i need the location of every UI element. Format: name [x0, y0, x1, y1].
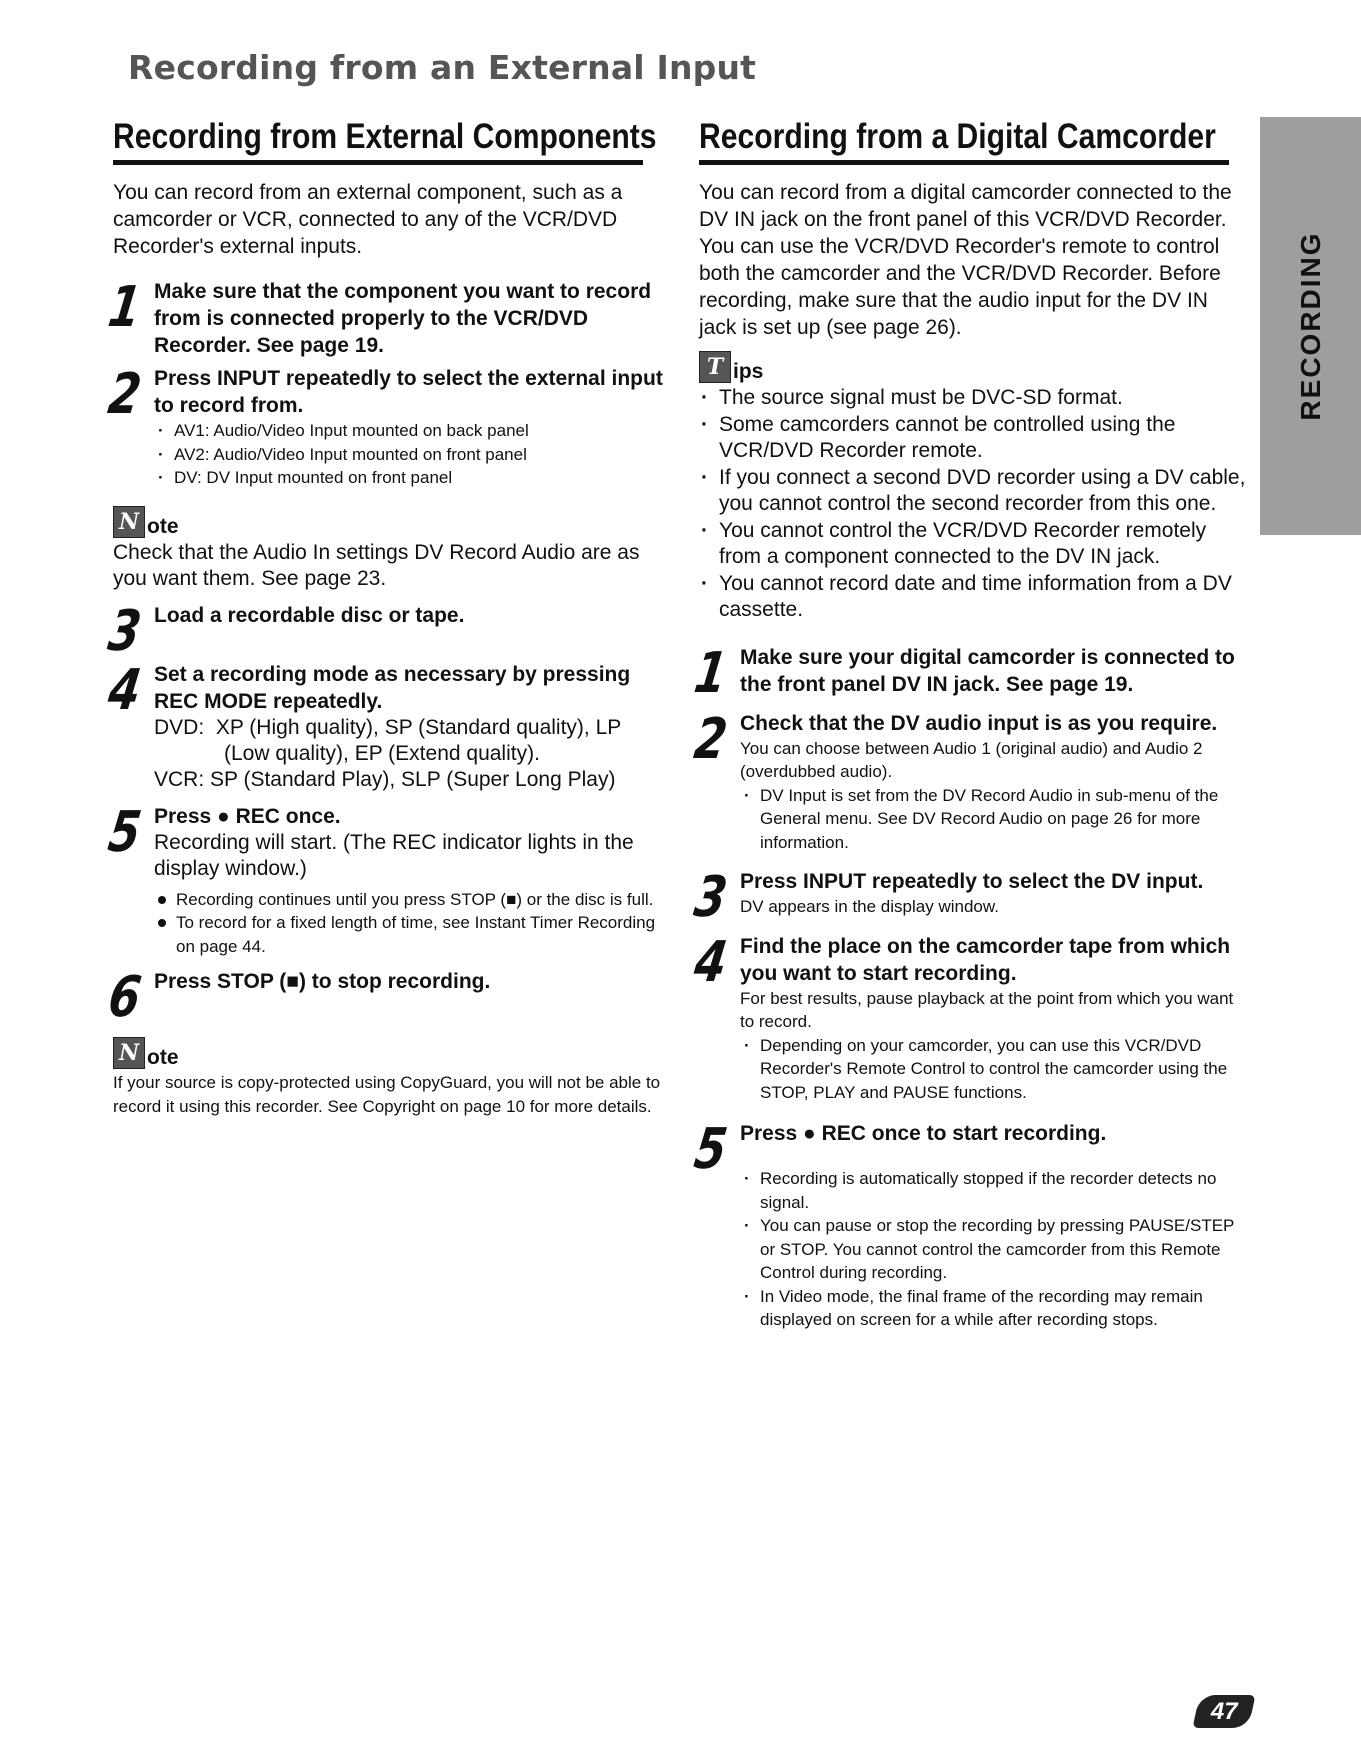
step-title: Press ● REC once.	[154, 804, 341, 828]
note-label: ote	[147, 1046, 179, 1069]
step-4	[104, 657, 663, 793]
step-title: Find the place on the camcorder tape from which you want to start recording.	[740, 934, 1231, 985]
step-6	[104, 965, 663, 1030]
step-title: Press ● REC once to start recording.	[740, 1122, 1107, 1145]
intro-external: You can record from an external component, such as a camcorder or VCR, connected to any of the VCR/DVD Recorder's external inputs.	[113, 181, 623, 258]
note-label: ote	[147, 514, 179, 538]
step-number: 5	[690, 1117, 731, 1182]
step-number: 3	[104, 598, 145, 664]
list-item: · Recording is automatically stopped if the recorder detects no signal.	[740, 1167, 1251, 1214]
list-item: · Depending on your camcorder, you can use this VCR/DVD Recorder's Remote Control to control the camcorder using the STOP, PLAY and PAUSE functions.	[740, 1034, 1251, 1105]
note-icon: N	[113, 1037, 145, 1069]
note-heading	[113, 506, 663, 538]
step-title: Make sure your digital camcorder is connected to the front panel DV IN jack. See page 19.	[740, 645, 1235, 696]
step-text: DV appears in the display window.	[740, 897, 999, 916]
list-item: To record for a fixed length of time, see Instant Timer Recording on page 44.	[154, 911, 663, 958]
step-number: 2	[104, 362, 145, 427]
tip-item: · Some camcorders cannot be controlled using the VCR/DVD Recorder remote.	[699, 412, 1251, 465]
tip-item: · If you connect a second DVD recorder using a DV cable, you cannot control the second recorder from this one.	[699, 465, 1251, 518]
page-number-badge	[1192, 1695, 1255, 1728]
intro-camcorder: You can record from a digital camcorder connected to the DV IN jack on the front panel of this VCR/DVD Recorder. You can use the VCR/DVD Recorder's remote to control both the camcorder and the VCR/DVD Recorder. Before recording, make sure that the audio input for the DV IN jack is set up (see page 26).	[699, 181, 1232, 339]
camcorder-notes-list	[740, 1034, 1251, 1105]
step-1	[104, 275, 663, 359]
rec-notes-list	[154, 888, 663, 959]
step-number: 5	[104, 799, 145, 865]
step-number: 1	[690, 640, 731, 706]
tips-heading	[699, 351, 1251, 383]
step-3	[104, 598, 663, 664]
tips-box	[699, 351, 1251, 624]
left-column	[104, 116, 663, 1118]
step-title: Press STOP (■) to stop recording.	[154, 970, 491, 993]
input-list	[154, 419, 663, 490]
mode-line-dvd-cont: (Low quality), EP (Extend quality).	[224, 741, 540, 765]
step-number: 1	[104, 275, 145, 340]
list-item: · AV1: Audio/Video Input mounted on back panel	[154, 419, 663, 443]
step-title: Set a recording mode as necessary by pressing REC MODE repeatedly.	[154, 662, 631, 713]
section-title-camcorder: Recording from a Digital Camcorder	[699, 117, 1216, 156]
tip-item: · You cannot control the VCR/DVD Recorder remotely from a component connected to the DV IN jack.	[699, 518, 1251, 571]
mode-line-vcr: VCR: SP (Standard Play), SLP (Super Long Play)	[154, 767, 616, 791]
title-rule	[113, 160, 643, 165]
note-icon: N	[113, 506, 145, 538]
step-title: Press INPUT repeatedly to select the DV input.	[740, 870, 1204, 893]
recording-notes-list	[740, 1167, 1251, 1332]
section-tab-label: RECORDING	[1294, 231, 1326, 421]
right-column	[690, 116, 1251, 1332]
step-4	[690, 929, 1251, 1105]
step-5	[690, 1117, 1251, 1332]
section-tab	[1260, 117, 1361, 535]
title-rule	[699, 160, 1229, 165]
section-title-external: Recording from External Components	[113, 117, 657, 156]
step-number: 3	[690, 865, 731, 930]
step-title: Make sure that the component you want to record from is connected properly to the VCR/DVD Recorder. See page 19.	[154, 280, 652, 357]
list-item: · You can pause or stop the recording by pressing PAUSE/STEP or STOP. You cannot control the camcorder from this Remote Control during recording.	[740, 1214, 1251, 1285]
list-item: · DV Input is set from the DV Record Audio in sub-menu of the General menu. See DV Record Audio on page 26 for more information.	[740, 784, 1251, 855]
step-number: 2	[690, 706, 731, 772]
tips-list	[699, 385, 1251, 624]
tips-label: ips	[733, 360, 764, 383]
step-5	[104, 799, 663, 959]
step-number: 6	[104, 965, 145, 1030]
step-text: You can choose between Audio 1 (original audio) and Audio 2 (overdubbed audio).	[740, 738, 1203, 781]
list-item: Recording continues until you press STOP (■) or the disc is full.	[154, 888, 663, 912]
note-copyguard	[113, 1037, 663, 1118]
mode-line-dvd: DVD: XP (High quality), SP (Standard quality), LP	[154, 715, 622, 739]
step-1	[690, 640, 1251, 706]
step-text: Recording will start. (The REC indicator lights in the display window.)	[154, 830, 634, 880]
step-title: Press INPUT repeatedly to select the external input to record from.	[154, 367, 663, 417]
page-number: 47	[1210, 1697, 1238, 1725]
list-item: · AV2: Audio/Video Input mounted on front panel	[154, 443, 663, 467]
note-text: Check that the Audio In settings DV Record Audio are as you want them. See page 23.	[113, 540, 640, 590]
step-number: 4	[104, 657, 145, 723]
note-heading	[113, 1037, 663, 1069]
step-text: For best results, pause playback at the point from which you want to record.	[740, 988, 1234, 1031]
list-item: · DV: DV Input mounted on front panel	[154, 466, 663, 490]
step-title: Check that the DV audio input is as you require.	[740, 711, 1218, 735]
step-2	[690, 706, 1251, 855]
note-audio-settings	[113, 506, 663, 592]
step-2	[104, 362, 663, 490]
page-header: Recording from an External Input	[128, 48, 757, 87]
step-title: Load a recordable disc or tape.	[154, 603, 465, 627]
tips-icon: T	[699, 351, 731, 383]
note-text: If your source is copy-protected using CopyGuard, you will not be able to record it using this recorder. See Copyright on page 10 for more details.	[113, 1073, 661, 1116]
tip-item: · The source signal must be DVC-SD format.	[699, 385, 1251, 412]
step-3	[690, 865, 1251, 930]
audio-notes-list	[740, 784, 1251, 855]
tip-item: · You cannot record date and time information from a DV cassette.	[699, 571, 1251, 624]
step-number: 4	[690, 929, 731, 995]
list-item: · In Video mode, the final frame of the recording may remain displayed on screen for a while after recording stops.	[740, 1285, 1251, 1332]
